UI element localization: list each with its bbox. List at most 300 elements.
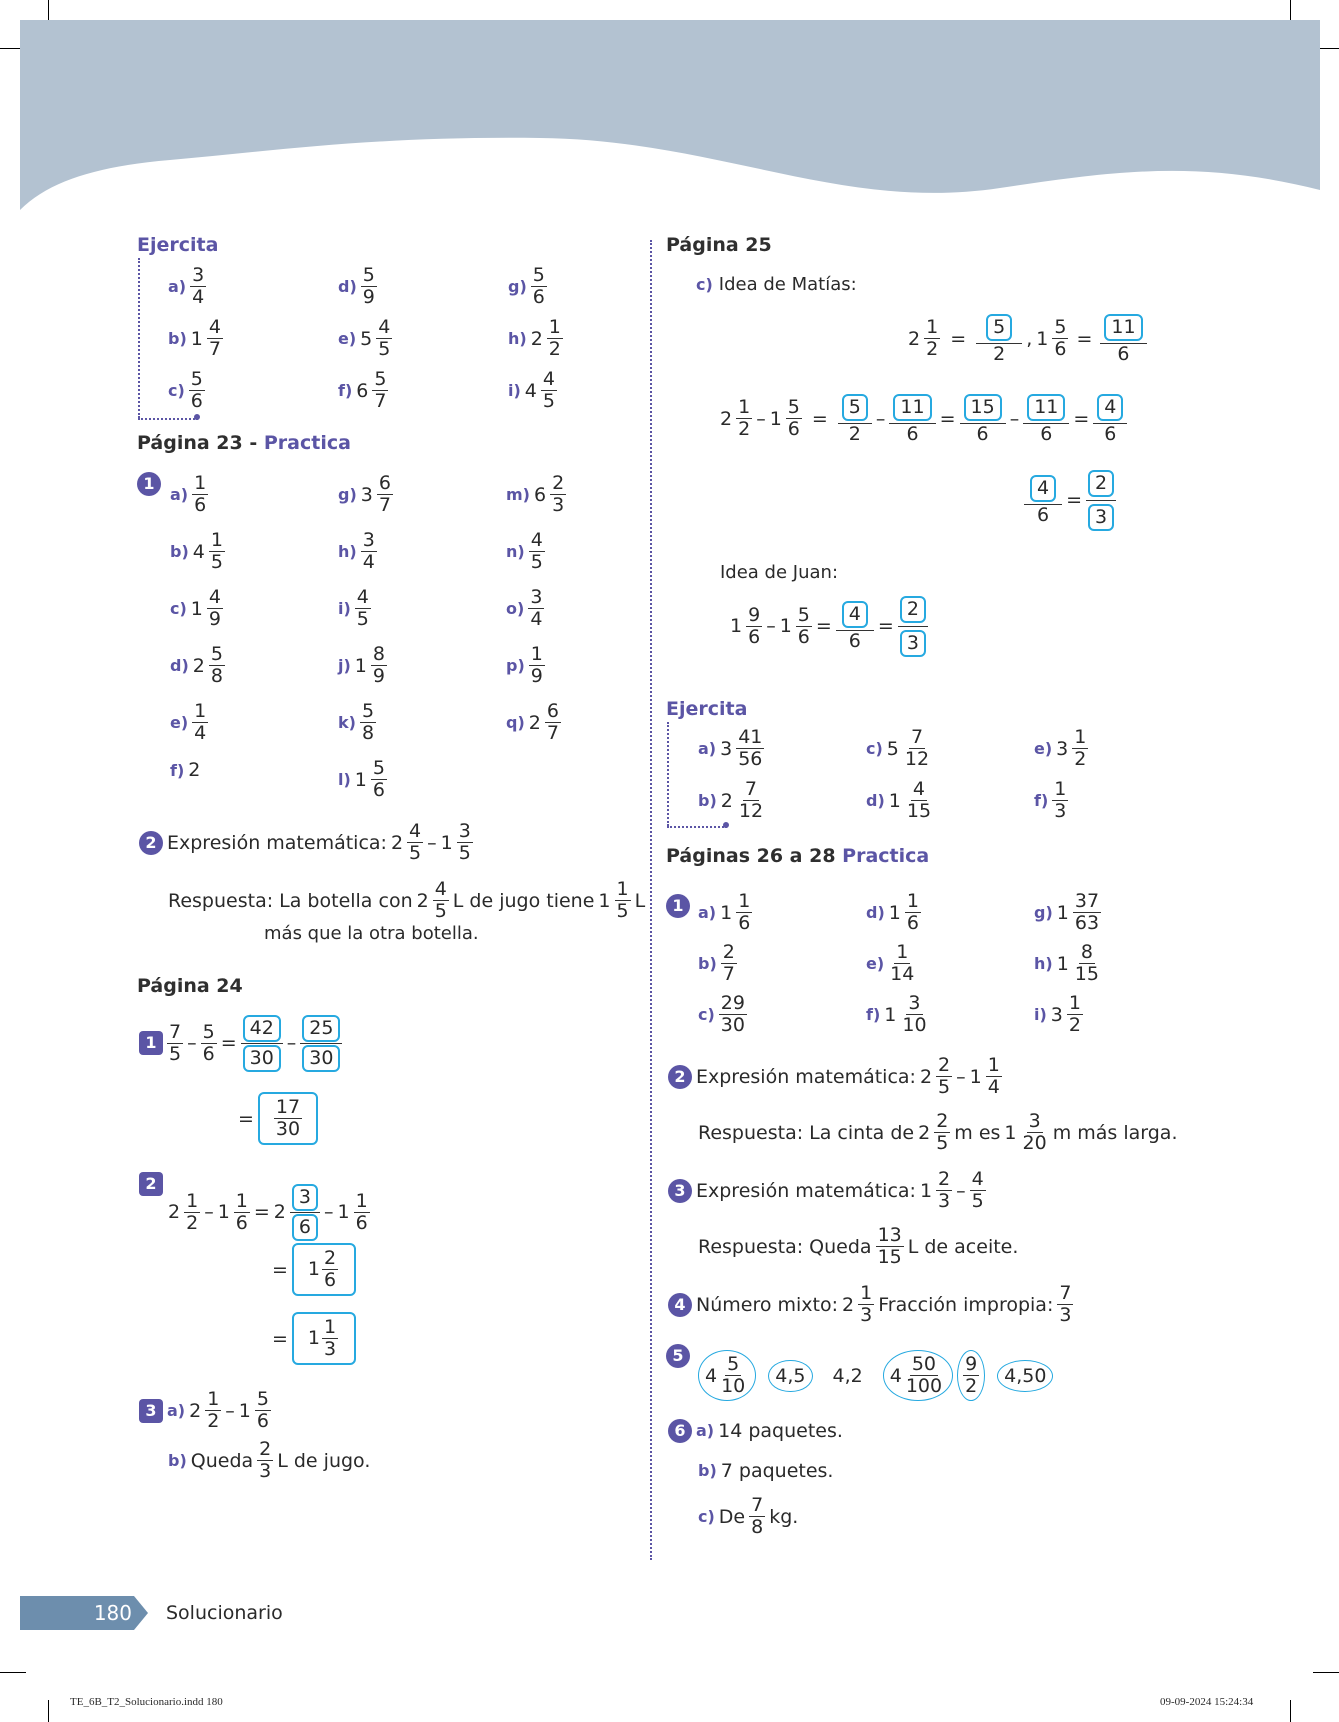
- answer-box: [292, 1243, 356, 1296]
- circled-answer: 4,50: [997, 1360, 1053, 1392]
- answer-box: 11: [1104, 314, 1142, 341]
- whole: 1: [354, 768, 367, 791]
- item-label: g): [508, 277, 527, 296]
- item-badge: 1: [139, 1031, 163, 1055]
- item-label: g): [338, 485, 357, 504]
- whole: 2: [720, 407, 733, 430]
- answer-item: [336, 318, 394, 359]
- whole: 1: [720, 901, 733, 924]
- item-label: f): [338, 381, 353, 400]
- numerator: 5: [210, 643, 223, 665]
- denominator: 15: [906, 800, 932, 822]
- p25-line1: [906, 314, 1149, 364]
- whole: 5: [886, 737, 899, 760]
- numerator: 4: [530, 529, 543, 551]
- answer-item: [864, 780, 935, 821]
- whole: 1: [1056, 952, 1069, 975]
- numerator: 5: [797, 603, 810, 626]
- numerator: 4: [542, 368, 555, 390]
- numerator: 5: [1054, 316, 1067, 339]
- item-label: o): [506, 599, 525, 618]
- operator: –: [756, 407, 766, 430]
- answer-item: [336, 588, 373, 629]
- header-banner: [20, 20, 1320, 210]
- item-label: b): [168, 1450, 187, 1470]
- operator: –: [225, 1399, 235, 1422]
- denominator: 6: [202, 1042, 215, 1065]
- p24-q3a: [137, 1390, 273, 1431]
- answer-item: [696, 892, 754, 933]
- p26-subtitle: Practica: [842, 845, 930, 867]
- denominator: 7: [374, 390, 387, 412]
- numerator: 1: [896, 941, 909, 963]
- denominator: 3: [552, 494, 565, 516]
- answer-text: L de jugo.: [277, 1449, 371, 1472]
- fraction: [407, 822, 423, 863]
- denominator: 6: [976, 422, 989, 445]
- answer-box: 2: [900, 596, 926, 623]
- whole: 4: [889, 1364, 902, 1387]
- item-label: e): [170, 713, 189, 732]
- answer-item: [336, 531, 379, 572]
- fraction: [531, 266, 547, 307]
- denominator: 5: [210, 551, 223, 573]
- equals: =: [1076, 327, 1093, 350]
- whole: 2: [918, 1121, 931, 1144]
- denominator: 5: [938, 1076, 951, 1098]
- answer-box: 11: [1027, 394, 1065, 421]
- numerator: 6: [546, 700, 559, 722]
- numerator: 1: [738, 396, 751, 419]
- answer-item: [336, 474, 395, 515]
- denominator: 15: [877, 1246, 902, 1268]
- numerator: 9: [748, 603, 761, 626]
- numerator: 8: [1080, 941, 1093, 963]
- numerator: 2: [552, 472, 565, 494]
- denominator: 4: [194, 722, 207, 744]
- denominator: 15: [1074, 963, 1099, 985]
- denominator: 2: [738, 418, 751, 441]
- numerator: 1: [987, 1054, 1000, 1076]
- equals: =: [1066, 489, 1083, 512]
- plain-value: 4,2: [832, 1364, 863, 1387]
- answer-box: 6: [292, 1214, 318, 1241]
- fraction: [189, 370, 205, 411]
- answer-box: 3: [900, 630, 926, 657]
- numerator: 5: [202, 1020, 215, 1043]
- answer-item: [168, 702, 210, 743]
- answer-item: [696, 943, 739, 984]
- p23-q2-answer-line2: más que la otra botella.: [264, 923, 479, 944]
- equals: =: [272, 1258, 288, 1281]
- numerator: 2: [259, 1438, 272, 1460]
- whole: 2: [528, 711, 541, 734]
- item-label: c): [168, 381, 185, 400]
- denominator: 100: [905, 1375, 943, 1397]
- section-title-p23: [137, 432, 351, 454]
- answer-text: m es: [954, 1121, 1001, 1144]
- fraction: [545, 702, 561, 743]
- fraction: [1073, 943, 1101, 984]
- page-number-tab: [20, 1596, 148, 1630]
- p26-title: Páginas 26 a 28: [666, 845, 843, 867]
- denominator: 3: [1054, 800, 1067, 822]
- numerator: 4: [378, 316, 391, 338]
- p24-q2-result2: [270, 1312, 358, 1365]
- numerator: 5: [256, 1388, 269, 1410]
- item-label: e): [1034, 739, 1053, 758]
- equals: =: [238, 1107, 254, 1130]
- operator: –: [187, 1032, 197, 1055]
- answer-item: [168, 645, 227, 686]
- denominator: 2: [1068, 1014, 1081, 1036]
- denominator: 3: [860, 1304, 873, 1326]
- whole: 2: [390, 831, 404, 854]
- denominator: 63: [1074, 912, 1100, 934]
- denominator: 6: [1104, 422, 1117, 445]
- answer-box: 15: [964, 394, 1002, 421]
- item-badge: 3: [139, 1399, 163, 1423]
- numerator: 2: [938, 1168, 951, 1190]
- item-label: h): [1034, 954, 1053, 973]
- whole: 2: [189, 1399, 202, 1422]
- expr-label: Expresión matemática:: [167, 831, 387, 854]
- whole: 3: [720, 737, 733, 760]
- crop-mark: [48, 0, 49, 20]
- whole: 1: [1056, 901, 1069, 924]
- numerator: 1: [926, 316, 939, 339]
- fraction: [905, 892, 921, 933]
- operator: –: [427, 831, 437, 854]
- whole: 1: [190, 597, 203, 620]
- denominator: 6: [355, 1211, 368, 1234]
- numerator: 1: [530, 643, 543, 665]
- numerator: 1: [355, 1189, 368, 1212]
- whole: 1: [779, 615, 792, 638]
- denominator: 8: [751, 1516, 764, 1538]
- denominator: 6: [748, 625, 761, 648]
- item-label: b): [698, 791, 717, 810]
- fraction: [529, 531, 545, 572]
- numerator: 3: [362, 529, 375, 551]
- bracket-dot: [723, 822, 729, 828]
- answer-box: 30: [302, 1045, 340, 1072]
- operator: –: [286, 1032, 297, 1055]
- numerator: 2: [936, 1110, 949, 1132]
- denominator: 10: [902, 1014, 927, 1036]
- numerator: 1: [616, 878, 629, 900]
- answer-box: 3: [292, 1184, 318, 1211]
- section-title-p26: [666, 845, 929, 867]
- fraction: [615, 880, 631, 921]
- expr-label: Expresión matemática:: [696, 1065, 916, 1088]
- fraction: [736, 892, 752, 933]
- fraction: [207, 318, 223, 359]
- numerator: 4: [208, 316, 221, 338]
- crop-mark: [48, 1700, 49, 1722]
- answer-box: [292, 1312, 356, 1365]
- denominator: 2: [207, 1410, 220, 1432]
- p23-q2-expression: [137, 822, 475, 863]
- circled-answer: [698, 1350, 756, 1401]
- equals: =: [253, 1201, 270, 1224]
- numerator: 7: [910, 726, 924, 748]
- answer-item: [696, 728, 766, 769]
- equals: =: [811, 407, 828, 430]
- fraction: [719, 994, 747, 1035]
- equals: =: [1073, 407, 1090, 430]
- fraction: [736, 728, 764, 769]
- fraction: [192, 474, 208, 515]
- answer-item: [336, 702, 378, 743]
- footer-label: Solucionario: [166, 1602, 283, 1624]
- equals: =: [272, 1327, 288, 1350]
- operator: –: [204, 1201, 214, 1224]
- denominator: 5: [169, 1042, 182, 1065]
- answer-text: L de aceite.: [907, 1235, 1019, 1258]
- p24-q1: [137, 1015, 344, 1072]
- denominator: 6: [797, 625, 810, 648]
- numerator: 1: [1068, 992, 1081, 1014]
- answer-item: [166, 266, 208, 307]
- denominator: 30: [275, 1118, 301, 1140]
- answer-label: Respuesta: La botella con: [168, 889, 413, 912]
- numerator: 3: [458, 820, 471, 842]
- answer-box: 11: [893, 394, 931, 421]
- p23-title: Página 23 -: [137, 432, 264, 454]
- fraction: [1072, 728, 1088, 769]
- item-label: d): [866, 903, 885, 922]
- numerator: 1: [186, 1189, 199, 1212]
- fraction: [209, 645, 225, 686]
- operator: –: [766, 615, 776, 638]
- item-label: i): [338, 599, 351, 618]
- p26-q6c: [696, 1496, 800, 1537]
- item-label: b): [698, 1461, 717, 1480]
- item-label: f): [170, 760, 185, 780]
- fraction: [1052, 780, 1068, 821]
- denominator: 5: [458, 842, 471, 864]
- denominator: 30: [720, 1014, 745, 1036]
- numerator: 4: [409, 820, 422, 842]
- denominator: 9: [530, 665, 543, 687]
- section-title-p24: Página 24: [137, 975, 243, 997]
- denominator: 6: [372, 779, 385, 801]
- fraction: [361, 266, 377, 307]
- denominator: 12: [738, 800, 764, 822]
- answer-item: [504, 474, 568, 515]
- equals: =: [877, 615, 894, 638]
- item-badge: 2: [139, 831, 163, 855]
- item-label: a): [698, 903, 717, 922]
- p25-line4: [728, 596, 930, 657]
- whole: 1: [354, 654, 367, 677]
- circled-answer: 4,5: [768, 1360, 812, 1392]
- denominator: 7: [722, 963, 735, 985]
- whole: 4: [705, 1364, 718, 1387]
- mixed-label: Número mixto:: [696, 1293, 839, 1316]
- denominator: 2: [993, 342, 1006, 365]
- answer-item: [1032, 994, 1085, 1035]
- numerator: 29: [720, 992, 745, 1014]
- operator: –: [1009, 407, 1020, 430]
- whole: 3: [1056, 737, 1069, 760]
- item-label: c): [698, 1506, 715, 1526]
- denominator: 4: [192, 286, 205, 308]
- whole: 4: [524, 379, 537, 402]
- item-label: q): [506, 713, 525, 732]
- numerator: 1: [194, 700, 207, 722]
- item-badge: 2: [139, 1172, 163, 1196]
- timestamp: 09-09-2024 15:24:34: [1160, 1696, 1254, 1708]
- p26-q3-answer: [696, 1226, 1020, 1267]
- p23-q2-answer: [166, 880, 647, 921]
- item-badge: 6: [668, 1419, 692, 1443]
- fraction: [721, 943, 737, 984]
- fraction: [376, 318, 392, 359]
- p24-q1-result: [236, 1092, 320, 1145]
- fraction: [1073, 892, 1101, 933]
- p24-q2-result1: [270, 1243, 358, 1296]
- numerator: 4: [208, 586, 221, 608]
- fraction: [167, 1020, 183, 1065]
- numerator: 5: [361, 700, 375, 722]
- denominator: 4: [530, 608, 543, 630]
- denominator: 6: [190, 390, 203, 412]
- item-label: d): [338, 277, 357, 296]
- item-label: c): [866, 739, 883, 758]
- fraction: [372, 370, 388, 411]
- numerator: 4: [971, 1168, 984, 1190]
- whole: 2: [842, 1293, 855, 1316]
- crop-mark: [1290, 0, 1291, 20]
- answer-item: [506, 370, 559, 411]
- p26-q4: [666, 1284, 1075, 1325]
- answer-item: [168, 759, 202, 781]
- whole: 1: [440, 831, 453, 854]
- p26-q2: [666, 1056, 1004, 1097]
- answer-item: [504, 702, 563, 743]
- ejercita-bracket: [667, 722, 669, 826]
- numerator: 7: [751, 1494, 764, 1516]
- denominator: 20: [1022, 1132, 1047, 1154]
- comma: ,: [1026, 327, 1033, 350]
- whole: 1: [598, 889, 611, 912]
- item-label: k): [338, 713, 356, 732]
- item-badge: 4: [668, 1293, 692, 1317]
- denominator: 2: [1074, 748, 1087, 770]
- denominator: 2: [548, 338, 561, 360]
- idea-juan: Idea de Juan:: [720, 562, 839, 583]
- denominator: 10: [721, 1375, 746, 1397]
- numerator: 37: [1074, 890, 1100, 912]
- page-number: 180: [93, 1601, 132, 1625]
- denominator: 56: [738, 748, 763, 770]
- denominator: 12: [904, 748, 930, 770]
- whole: 1: [307, 1258, 321, 1281]
- answer-text: De: [718, 1505, 746, 1528]
- whole: 6: [356, 379, 369, 402]
- denominator: 3: [259, 1460, 272, 1482]
- idea-matias: Idea de Matías:: [718, 274, 857, 295]
- denominator: 4: [362, 551, 375, 573]
- answer-text: kg.: [769, 1505, 799, 1528]
- item-label: n): [506, 542, 525, 561]
- answer-item: [864, 994, 931, 1035]
- item-badge: 5: [666, 1344, 690, 1368]
- p25-c: [696, 272, 857, 298]
- denominator: 6: [787, 418, 800, 441]
- expr-label: Expresión matemática:: [696, 1179, 916, 1202]
- item-label: j): [338, 656, 351, 675]
- item-label: i): [508, 381, 521, 400]
- item-label: l): [338, 770, 351, 789]
- answer-text: Respuesta: Queda: [698, 1235, 872, 1258]
- ejercita-bracket: [138, 418, 198, 420]
- whole: 6: [533, 483, 547, 506]
- answer-text: L: [634, 889, 646, 912]
- fraction: [371, 645, 387, 686]
- denominator: 5: [530, 551, 543, 573]
- numerator: 5: [190, 368, 203, 390]
- item-label: p): [506, 656, 525, 675]
- improper-label: Fracción impropia:: [878, 1293, 1054, 1316]
- item-label: h): [508, 329, 527, 348]
- bracket-dot: [194, 414, 200, 420]
- numerator: 7: [1059, 1282, 1072, 1304]
- denominator: 6: [1117, 342, 1130, 365]
- answer-box: 30: [243, 1045, 281, 1072]
- denominator: 5: [434, 900, 447, 922]
- whole: 3: [360, 483, 373, 506]
- answer-item: [168, 474, 210, 515]
- whole: 1: [730, 615, 743, 638]
- fraction: [737, 780, 765, 821]
- denominator: 6: [1037, 504, 1050, 527]
- item-label: g): [1034, 903, 1053, 922]
- denominator: 8: [361, 722, 375, 744]
- whole: 1: [307, 1327, 321, 1350]
- numerator: 4: [434, 878, 447, 900]
- p24-q3b: [166, 1440, 372, 1481]
- fraction: [360, 702, 376, 743]
- answer-text: 7 paquetes.: [720, 1460, 834, 1482]
- answer-item: [1032, 892, 1103, 933]
- denominator: 5: [356, 608, 369, 630]
- denominator: 6: [256, 1410, 269, 1432]
- ejercita-bracket: [667, 826, 727, 828]
- item-label: a): [698, 739, 717, 758]
- item-label: f): [1034, 791, 1049, 810]
- item-badge: 2: [668, 1065, 692, 1089]
- section-title-p25: Página 25: [666, 234, 772, 256]
- whole: 1: [190, 327, 203, 350]
- fraction: [433, 880, 449, 921]
- numerator: 8: [372, 643, 385, 665]
- fraction: [888, 943, 916, 984]
- fraction: [541, 370, 557, 411]
- whole: 1: [888, 789, 901, 812]
- fraction: [241, 1015, 283, 1072]
- whole: 2: [530, 327, 543, 350]
- p24-q2: [137, 1172, 165, 1196]
- fraction: [457, 822, 473, 863]
- denominator: 3: [938, 1190, 951, 1212]
- denominator: 4: [987, 1076, 1000, 1098]
- answer-item: [1032, 728, 1090, 769]
- answer-item: [504, 531, 547, 572]
- whole: 1: [1004, 1121, 1017, 1144]
